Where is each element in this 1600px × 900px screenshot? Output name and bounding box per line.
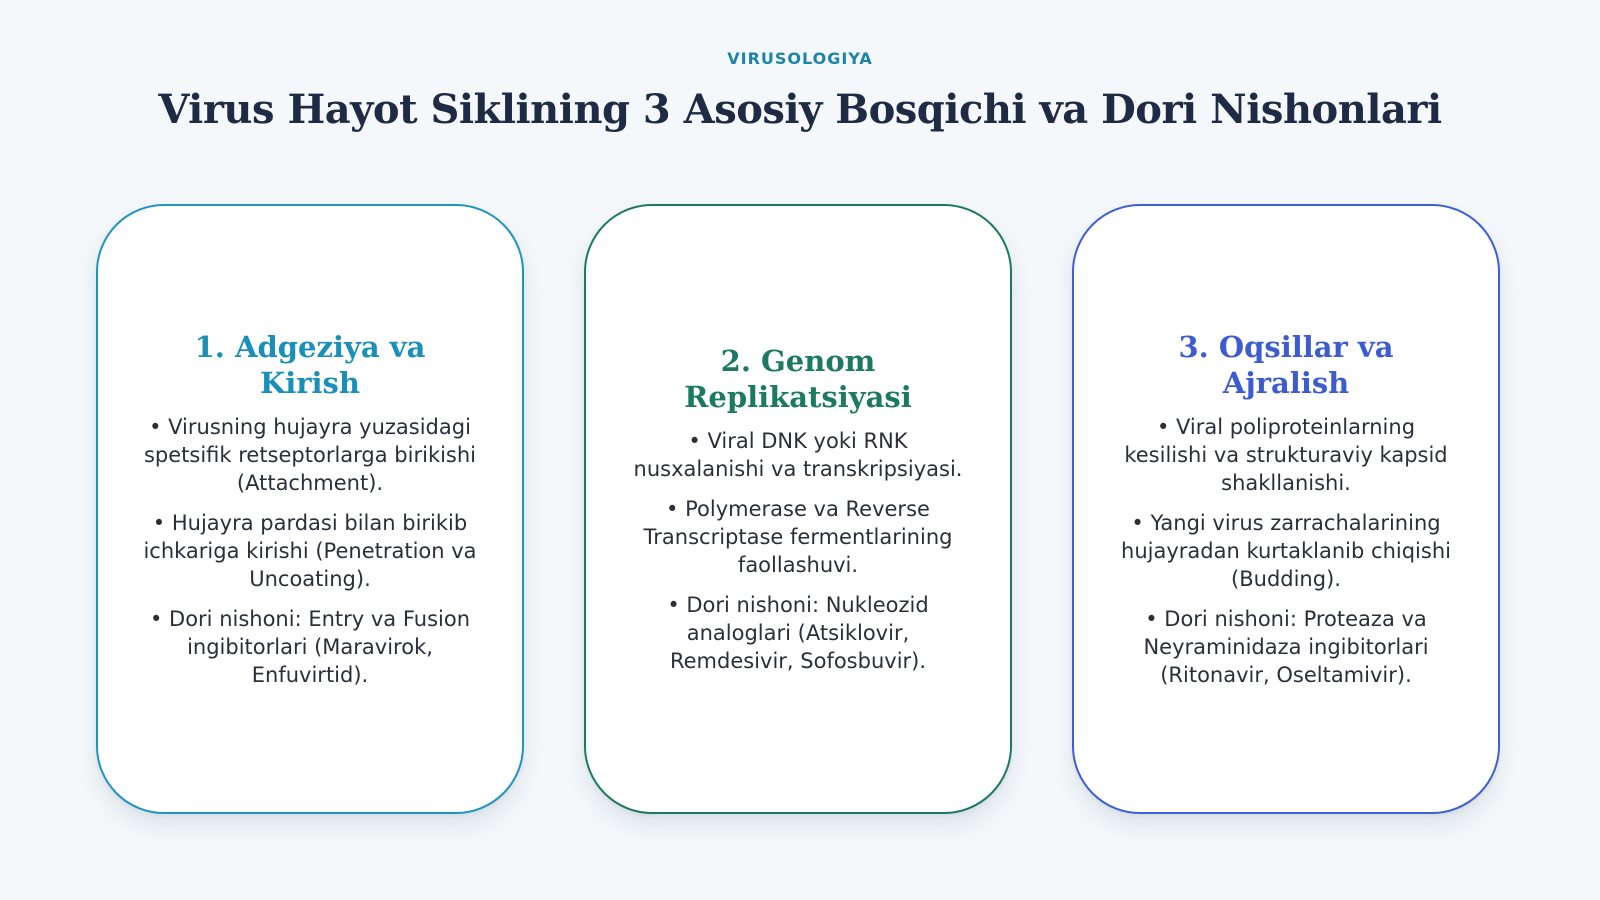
stage-bullet: • Dori nishoni: Nukleozid analoglari (Atsiklovir, Remdesivir, Sofosbuvir). xyxy=(667,593,929,673)
stage-bullet: • Hujayra pardasi bilan birikib ichkariga kirishi (Penetration va Uncoating). xyxy=(143,511,477,591)
stage-bullet: • Viral DNK yoki RNK nusxalanishi va transkripsiyasi. xyxy=(633,429,963,481)
stage-bullet: • Polymerase va Reverse Transcriptase fermentlarining faollashuvi. xyxy=(643,497,953,577)
stage-title: 3. Oqsillar va Ajralish xyxy=(1178,330,1394,400)
stage-card-assembly xyxy=(1072,204,1500,814)
stage-card-adhesion xyxy=(96,204,524,814)
stage-bullet: • Dori nishoni: Entry va Fusion ingibitorlari (Maravirok, Enfuvirtid). xyxy=(149,607,471,687)
stage-title: 2. Genom Replikatsiyasi xyxy=(684,344,912,414)
stage-title: 1. Adgeziya va Kirish xyxy=(194,330,426,400)
stage-bullet: • Virusning hujayra yuzasidagi spetsifik retseptorlarga birikishi (Attachment). xyxy=(143,415,477,495)
stage-bullet: • Dori nishoni: Proteaza va Neyraminidaza ingibitorlari (Ritonavir, Oseltamivir). xyxy=(1143,607,1429,687)
stage-bullet: • Yangi virus zarrachalarining hujayradan kurtaklanib chiqishi (Budding). xyxy=(1121,511,1451,591)
stage-bullet: • Viral poliproteinlarning kesilishi va strukturaviy kapsid shakllanishi. xyxy=(1124,415,1448,495)
eyebrow-label: VIRUSOLOGIYA xyxy=(727,49,873,68)
page-title: Virus Hayot Siklining 3 Asosiy Bosqichi va Dori Nishonlari xyxy=(158,86,1442,133)
stage-card-replication xyxy=(584,204,1012,814)
